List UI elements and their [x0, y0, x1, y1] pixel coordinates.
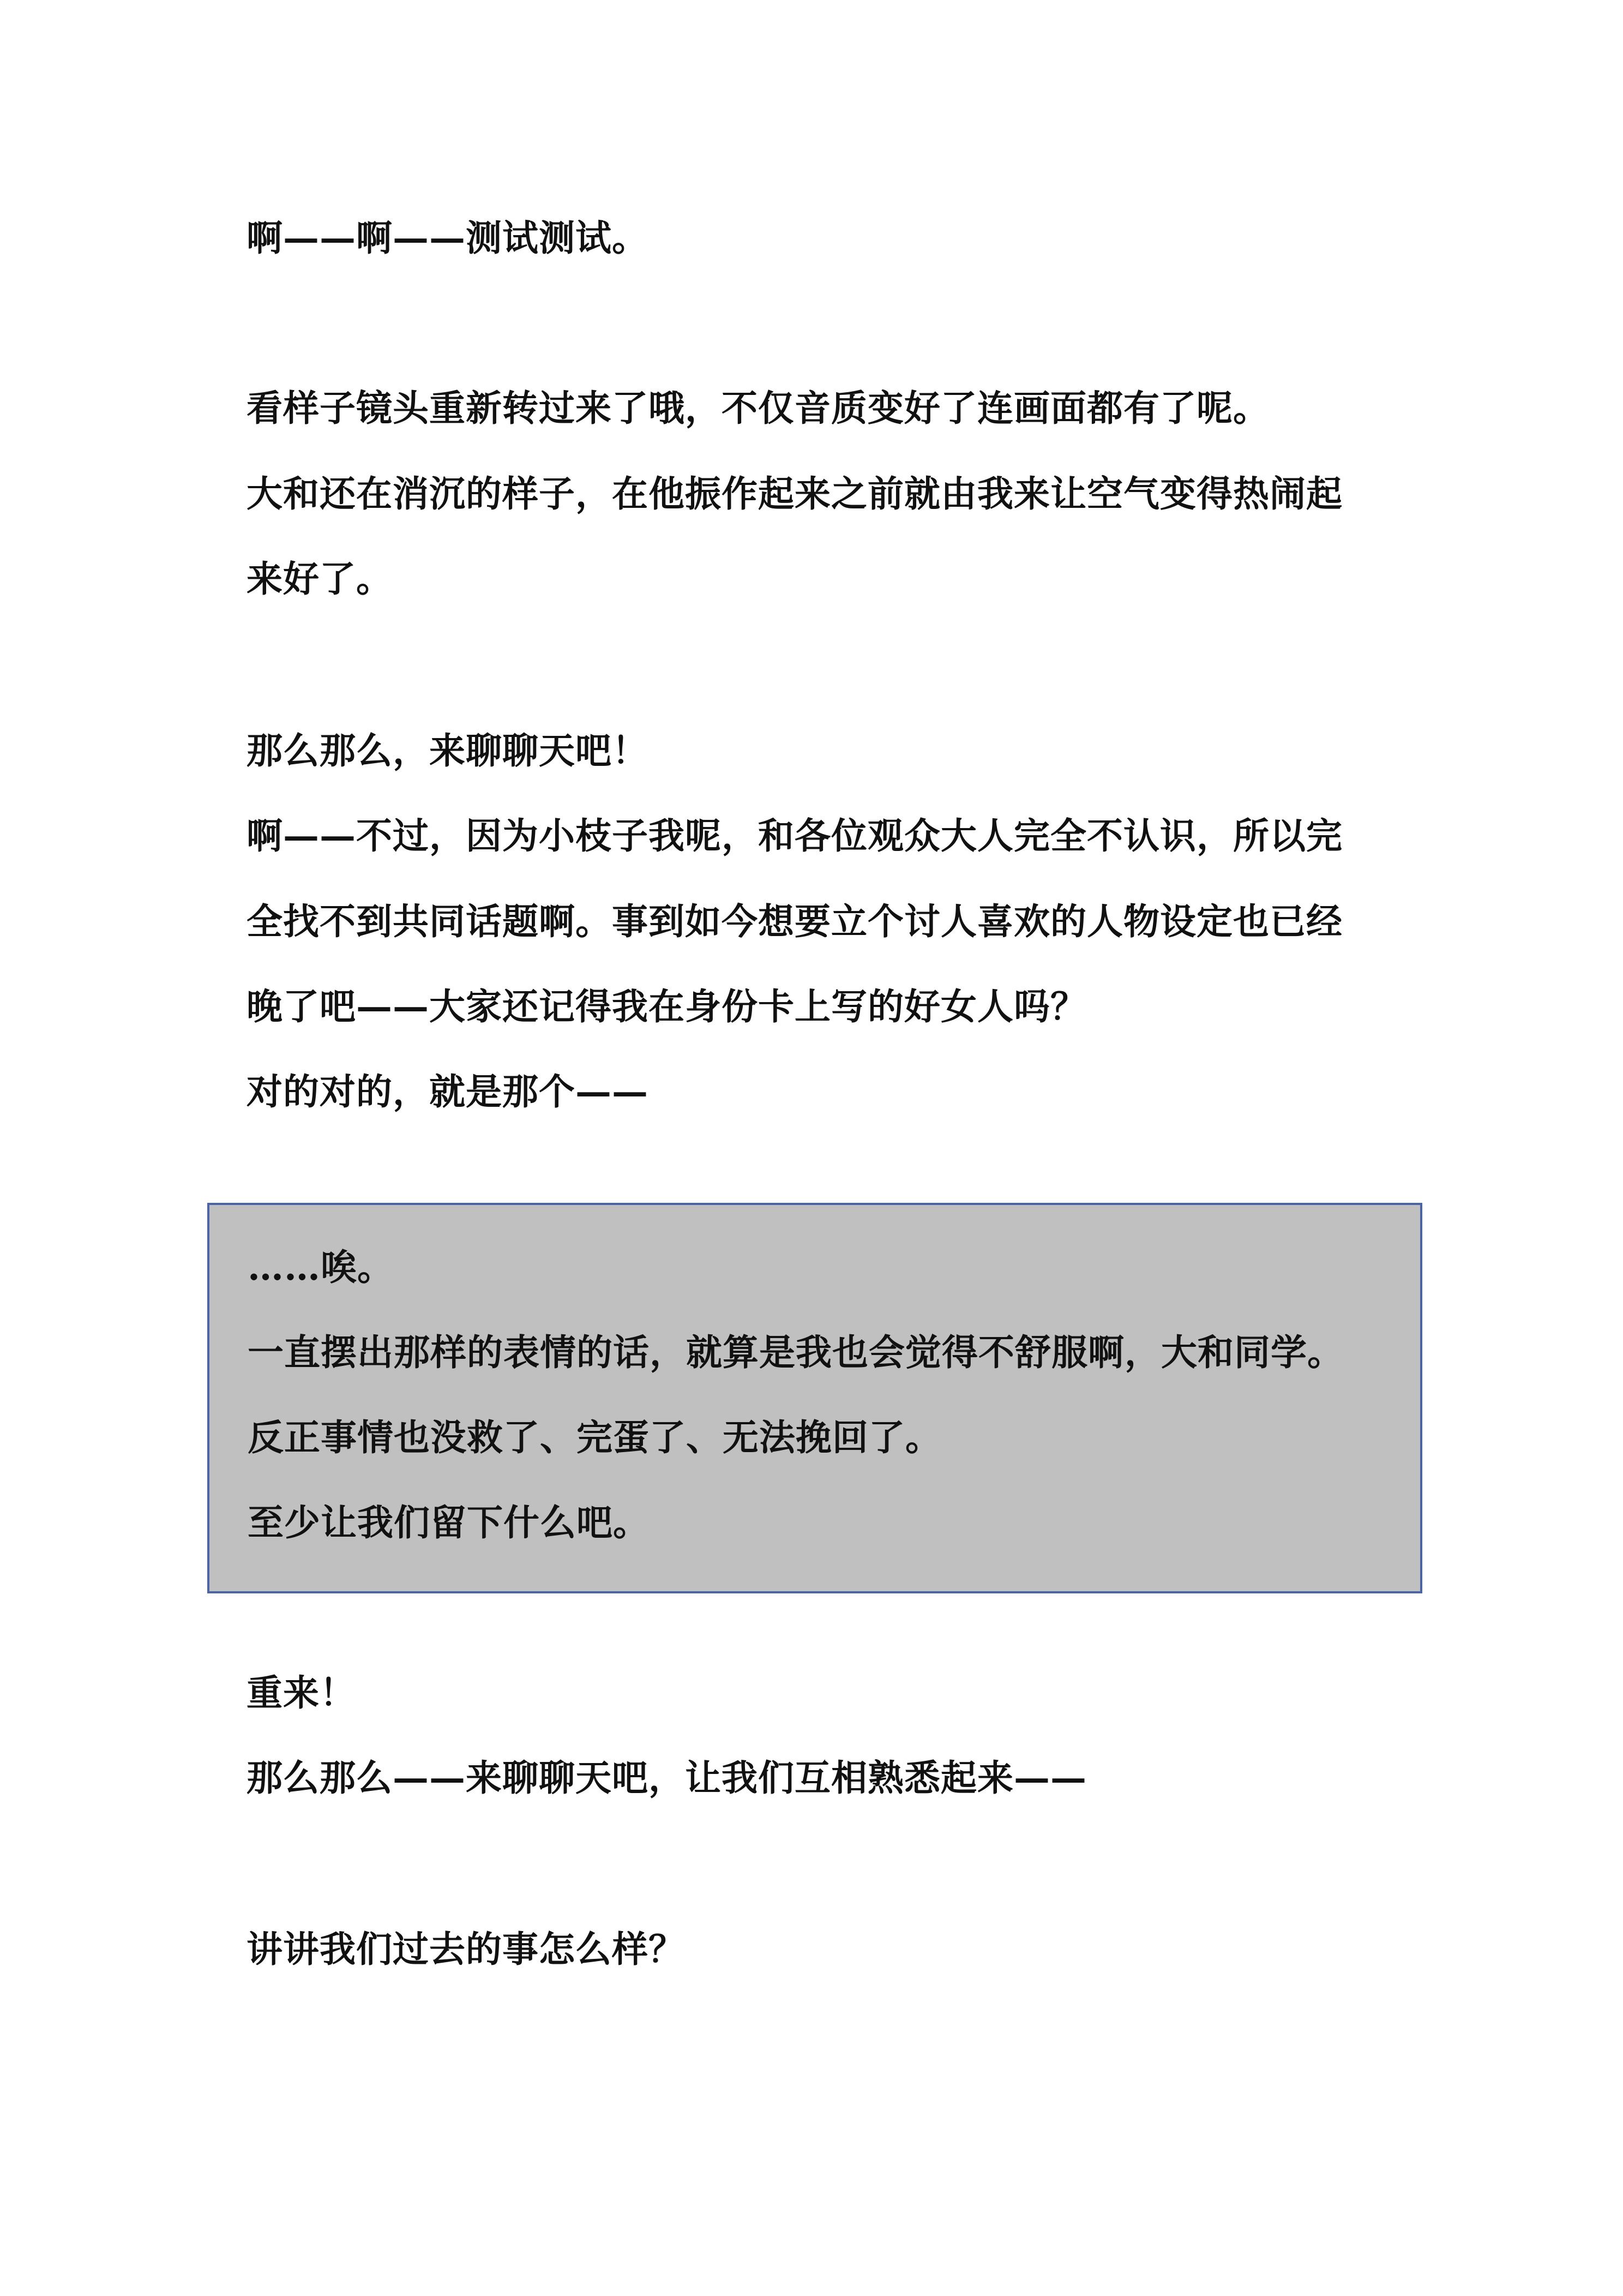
- paragraph-line: 重来！: [247, 1671, 356, 1714]
- paragraph-line: 对的对的，就是那个——: [247, 1070, 648, 1113]
- paragraph-line: 全找不到共同话题啊。事到如今想要立个讨人喜欢的人物设定也已经: [247, 900, 1343, 943]
- callout-line: 一直摆出那样的表情的话，就算是我也会觉得不舒服啊，大和同学。: [248, 1331, 1344, 1374]
- paragraph-line: 晚了吧——大家还记得我在身份卡上写的好女人吗？: [247, 985, 1087, 1028]
- paragraph-line: 大和还在消沉的样子，在他振作起来之前就由我来让空气变得热闹起: [247, 472, 1343, 515]
- paragraph-line: 来好了。: [247, 557, 393, 600]
- paragraph-line: 那么那么，来聊聊天吧！: [247, 729, 648, 772]
- callout-line: 反正事情也没救了、完蛋了、无法挽回了。: [248, 1416, 942, 1459]
- paragraph-line: 啊——啊——测试测试。: [247, 217, 648, 259]
- callout-line: 至少让我们留下什么吧。: [248, 1501, 650, 1544]
- paragraph-line: 讲讲我们过去的事怎么样？: [247, 1928, 685, 1970]
- paragraph-line: 啊——不过，因为小枝子我呢，和各位观众大人完全不认识，所以完: [247, 814, 1343, 857]
- callout-box: [207, 1203, 1422, 1593]
- callout-line: ……唉。: [248, 1246, 394, 1288]
- paragraph-line: 那么那么——来聊聊天吧，让我们互相熟悉起来——: [247, 1757, 1087, 1799]
- paragraph-line: 看样子镜头重新转过来了哦，不仅音质变好了连画面都有了呢。: [247, 387, 1270, 429]
